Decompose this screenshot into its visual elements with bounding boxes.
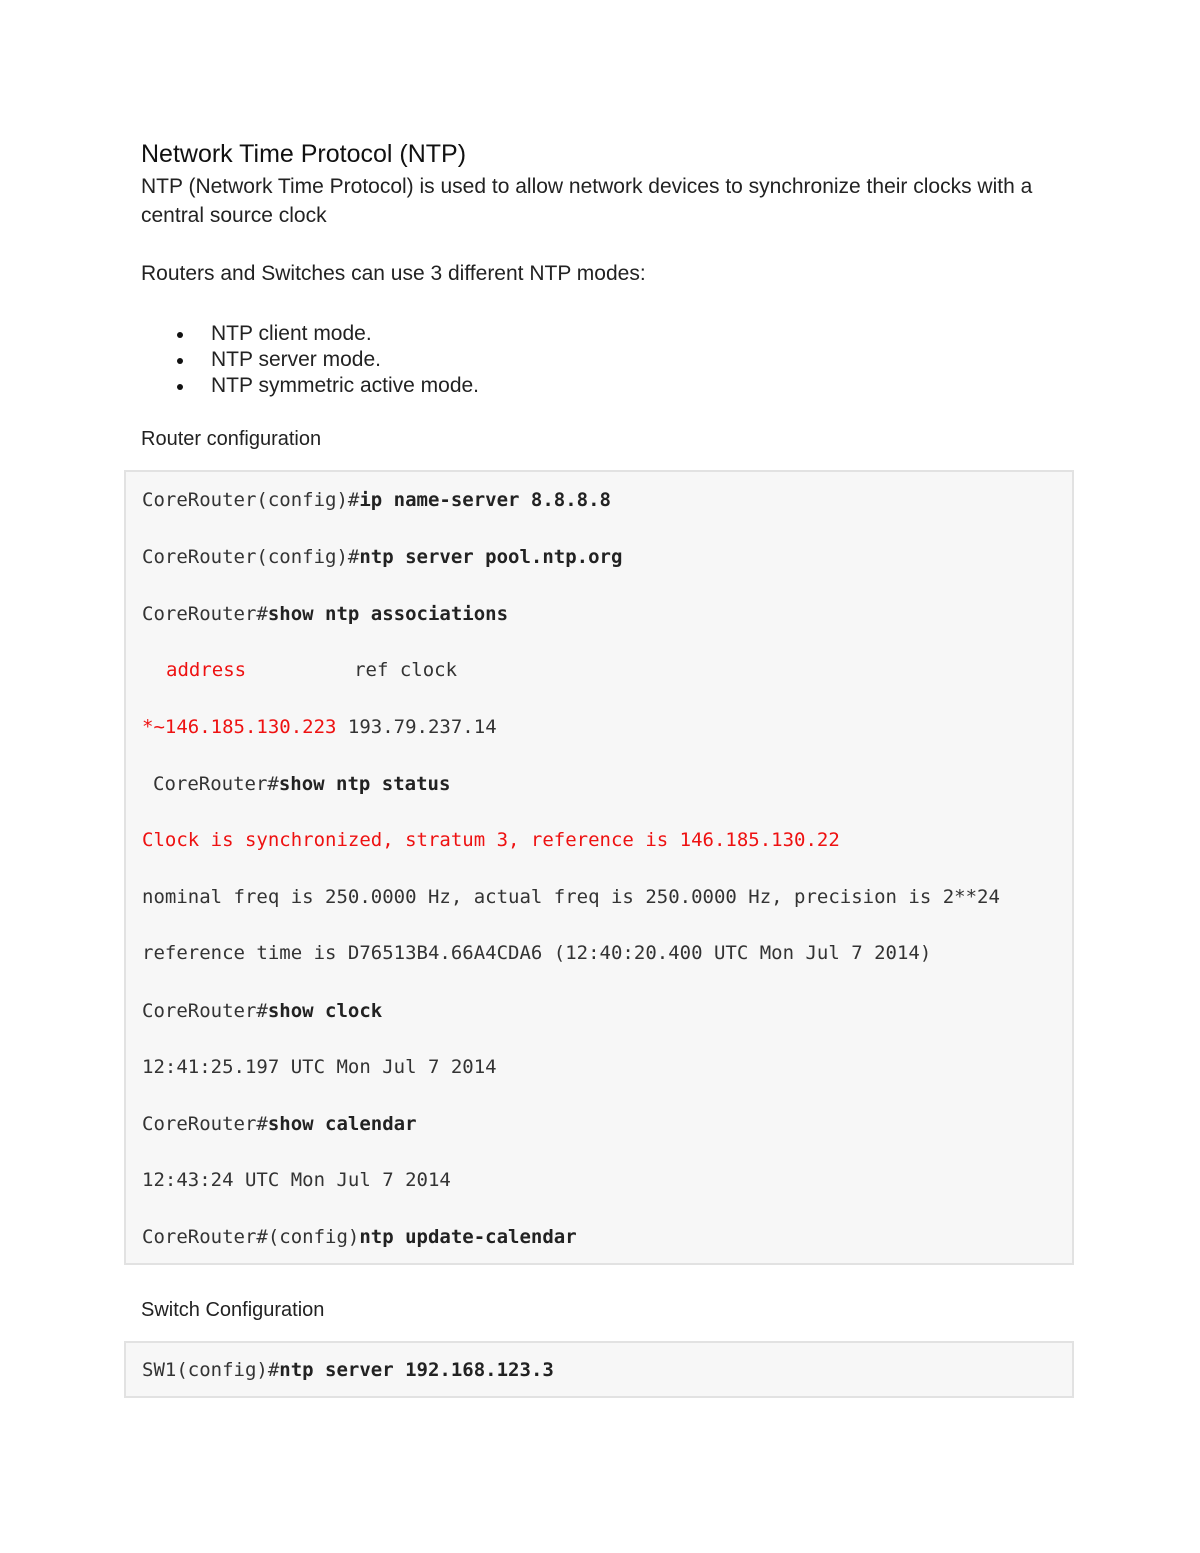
code-line: CoreRouter(config)#ntp server pool.ntp.org bbox=[142, 546, 623, 568]
code-line: *~146.185.130.223 193.79.237.14 bbox=[142, 716, 497, 738]
code-line: CoreRouter#(config)ntp update-calendar bbox=[142, 1226, 577, 1248]
code-line: nominal freq is 250.0000 Hz, actual freq is 250.0000 Hz, precision is 2**24 bbox=[142, 886, 1000, 908]
modes-intro: Routers and Switches can use 3 different NTP modes: bbox=[141, 262, 646, 285]
intro-paragraph: NTP (Network Time Protocol) is used to allow network devices to synchronize their clocks with a central source clock bbox=[141, 175, 1033, 227]
code-line: SW1(config)#ntp server 192.168.123.3 bbox=[142, 1359, 554, 1381]
list-item: NTP server mode. bbox=[141, 347, 479, 373]
code-line: 12:41:25.197 UTC Mon Jul 7 2014 bbox=[142, 1056, 497, 1078]
page-title: Network Time Protocol (NTP) bbox=[141, 140, 467, 168]
ntp-modes-list bbox=[141, 321, 479, 399]
code-line: address ref clock bbox=[166, 659, 458, 681]
code-line: CoreRouter#show ntp associations bbox=[142, 603, 509, 625]
switch-config-label: Switch Configuration bbox=[141, 1299, 325, 1321]
list-item: NTP symmetric active mode. bbox=[141, 373, 479, 399]
router-code-block bbox=[124, 470, 1074, 1265]
code-line: CoreRouter#show ntp status bbox=[153, 773, 451, 795]
code-line: reference time is D76513B4.66A4CDA6 (12:40:20.400 UTC Mon Jul 7 2014) bbox=[142, 942, 932, 964]
router-config-label: Router configuration bbox=[141, 428, 322, 450]
code-line: 12:43:24 UTC Mon Jul 7 2014 bbox=[142, 1169, 451, 1191]
code-line: Clock is synchronized, stratum 3, reference is 146.185.130.22 bbox=[142, 829, 840, 851]
code-line: CoreRouter#show clock bbox=[142, 1000, 383, 1022]
switch-code-block bbox=[124, 1341, 1074, 1398]
list-item: NTP client mode. bbox=[141, 321, 479, 347]
code-line: CoreRouter(config)#ip name-server 8.8.8.8 bbox=[142, 489, 612, 511]
code-line: CoreRouter#show calendar bbox=[142, 1113, 417, 1135]
